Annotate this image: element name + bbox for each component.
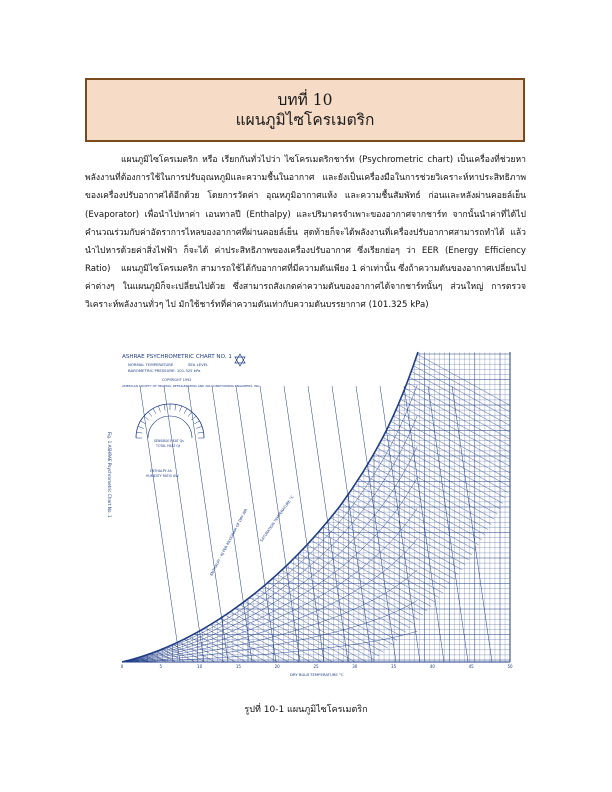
figure-caption: รูปที่ 10-1 แผนภูมิไซโครเมตริก: [244, 705, 368, 715]
protractor-tick: [137, 432, 143, 433]
wet-bulb-line: [365, 469, 485, 535]
paragraph-pressure: แผนภูมิไซโครเมตริก สามารถใช้ได้กับอากาศที่มีความดันเพียง 1 ค่าเท่านั้น ซึ่งถ้าความดันของอากาศเปลี่ยนไปค่าต่างๆ ในแผนภูมิก็จะเปลี่ยนไปด้วย ซึ่งสามารถสังเกตค่าความดันของอากาศได้จากชาร์ทนั้นๆ ส่วนใหญ่ การตรวจวิเคราะห์พลังงานทั่วๆ ไป มักใช้ชาร์ทที่ค่าความดันเท่ากับความดันบรรยากาศ (101.325 kPa): [85, 264, 526, 311]
x-tick-label: 15: [235, 664, 241, 669]
x-tick-label: 5: [159, 664, 163, 669]
wet-bulb-line: [345, 499, 465, 565]
protractor-tick: [175, 405, 176, 411]
wet-bulb-line: [294, 558, 414, 624]
psychrometric-chart-figure: [100, 346, 522, 678]
saturation-temp-label: SATURATION TEMPERATURE °C: [259, 494, 295, 543]
wet-bulb-line: [388, 427, 508, 493]
protractor-tick: [180, 406, 182, 412]
wet-bulb-line: [386, 432, 506, 498]
protractor-tick: [164, 405, 165, 411]
chart-subtitle-3: BAROMETRIC PRESSURE: 101.325 kPa: [128, 368, 201, 373]
wet-bulb-line: [371, 458, 491, 524]
x-axis-label: DRY BULB TEMPERATURE °C: [290, 672, 344, 677]
x-axis-ticks: [121, 664, 513, 669]
x-tick-label: 40: [429, 664, 435, 669]
specific-volume-line: [452, 386, 492, 662]
wet-bulb-line: [215, 622, 288, 662]
wet-bulb-line: [417, 354, 510, 405]
protractor-tick: [158, 406, 160, 412]
protractor-icon: [136, 404, 204, 438]
chapter-title-box: [85, 78, 525, 142]
x-tick-label: 20: [274, 664, 280, 669]
relative-humidity-curve: [122, 539, 417, 662]
enthalpy-scale-label: ENTHALPY - KJ PER KILOGRAM OF DRY AIR: [209, 508, 249, 577]
protractor-tick: [191, 416, 196, 420]
specific-volume-line: [428, 386, 468, 662]
protractor-tick: [196, 426, 202, 428]
x-tick-label: 0: [120, 664, 124, 669]
protractor-tick: [153, 409, 156, 414]
figure-side-label: Fig. 1 ASHRAE Psychrometric Chart No. 1: [107, 432, 112, 518]
x-tick-label: 35: [391, 664, 397, 669]
wet-bulb-line: [349, 494, 469, 560]
specific-volume-line: [404, 386, 444, 662]
specific-volume-line: [188, 386, 228, 662]
protractor-label-enthalpy: ENTHALPY Δh: [150, 469, 172, 473]
protractor-tick: [188, 412, 192, 417]
wet-bulb-line: [377, 448, 497, 514]
protractor-tick: [184, 409, 187, 414]
x-tick-label: 45: [468, 664, 474, 669]
protractor-label-humidity: HUMIDITY RATIO ΔW: [146, 474, 179, 478]
x-tick-label: 50: [507, 664, 513, 669]
x-tick-label: 25: [313, 664, 319, 669]
wet-bulb-line: [396, 410, 510, 473]
specific-volume-line: [356, 386, 396, 662]
wet-bulb-line: [413, 366, 510, 419]
protractor-tick: [138, 426, 144, 428]
chart-society: AMERICAN SOCIETY OF HEATING, REFRIGERATING AND AIR-CONDITIONING ENGINEERS, INC.: [122, 384, 261, 388]
specific-volume-line: [380, 386, 420, 662]
chapter-number: บทที่ 10: [277, 91, 333, 109]
protractor-label-total: TOTAL HEAT Qt: [156, 444, 181, 448]
wet-bulb-line: [374, 453, 494, 519]
wet-bulb-line: [268, 582, 388, 648]
wet-bulb-line: [259, 590, 379, 656]
wet-bulb-line: [368, 464, 488, 530]
chart-subtitle-2: SEA LEVEL: [188, 362, 209, 367]
chart-subtitle-1: NORMAL TEMPERATURE: [128, 362, 174, 367]
wet-bulb-line: [323, 527, 443, 593]
chart-grid-lines: [122, 352, 510, 662]
wet-bulb-line: [391, 421, 510, 487]
chapter-title: แผนภูมิไซโครเมตริก: [235, 111, 375, 129]
wet-bulb-line: [307, 545, 427, 611]
specific-volume-line: [140, 386, 180, 662]
protractor-label-sensible: SENSIBLE HEAT Qs: [154, 439, 184, 443]
chart-copyright: COPYRIGHT 1992: [162, 378, 192, 382]
wet-bulb-line: [250, 598, 367, 662]
x-tick-label: 30: [352, 664, 358, 669]
protractor-tick: [194, 421, 199, 424]
protractor-tick: [148, 412, 152, 417]
wet-bulb-line: [380, 443, 500, 509]
specific-volume-line: [284, 386, 324, 662]
chart-title: ASHRAE PSYCHROMETRIC CHART NO. 1: [122, 354, 232, 360]
specific-volume-line: [164, 386, 204, 662]
paragraph-intro: แผนภูมิไซโครเมตริก หรือ เรียกกันทั่วไปว่า ไซโครเมตริกชาร์ท (Psychrometric chart) เป็นเครื่องที่ช่วยหาพลังงานที่ต้องการใช้ในการปรับอุณหภูมิและความชื้นในอากาศ และยังเป็นเครื่องมือในการช่วยวิเคราะห์หาประสิทธิภาพของเครื่องปรับอากาศได้อีกด้วย โดยการวัดค่า อุณหภูมิอากาศแห้ง และความชื้นสัมพัทธ์ ก่อนและหลังผ่านคอยล์เย็น (Evaporator) เพื่อนำไปหาค่า เอนทาลปี (Enthalpy) และปริมาตรจำเพาะของอากาศจากชาร์ท จากนั้นนำค่าที่ได้ไปคำนวณร่วมกับค่าอัตราการไหลของอากาศที่ผ่านคอยล์เย็น สุดท้ายก็จะได้พลังงานที่เครื่องปรับอากาศสามารถทำได้ แล้วนำไปหารด้วยค่าสิ่งไฟฟ้า ก็จะได้ ค่าประสิทธิภาพของเครื่องปรับอากาศ ซึ่งเรียกย่อๆ ว่า EER (Energy Efficiency Ratio): [85, 155, 526, 275]
ashrae-logo-icon: [235, 354, 245, 366]
x-tick-label: 10: [197, 664, 203, 669]
protractor-tick: [198, 432, 204, 433]
